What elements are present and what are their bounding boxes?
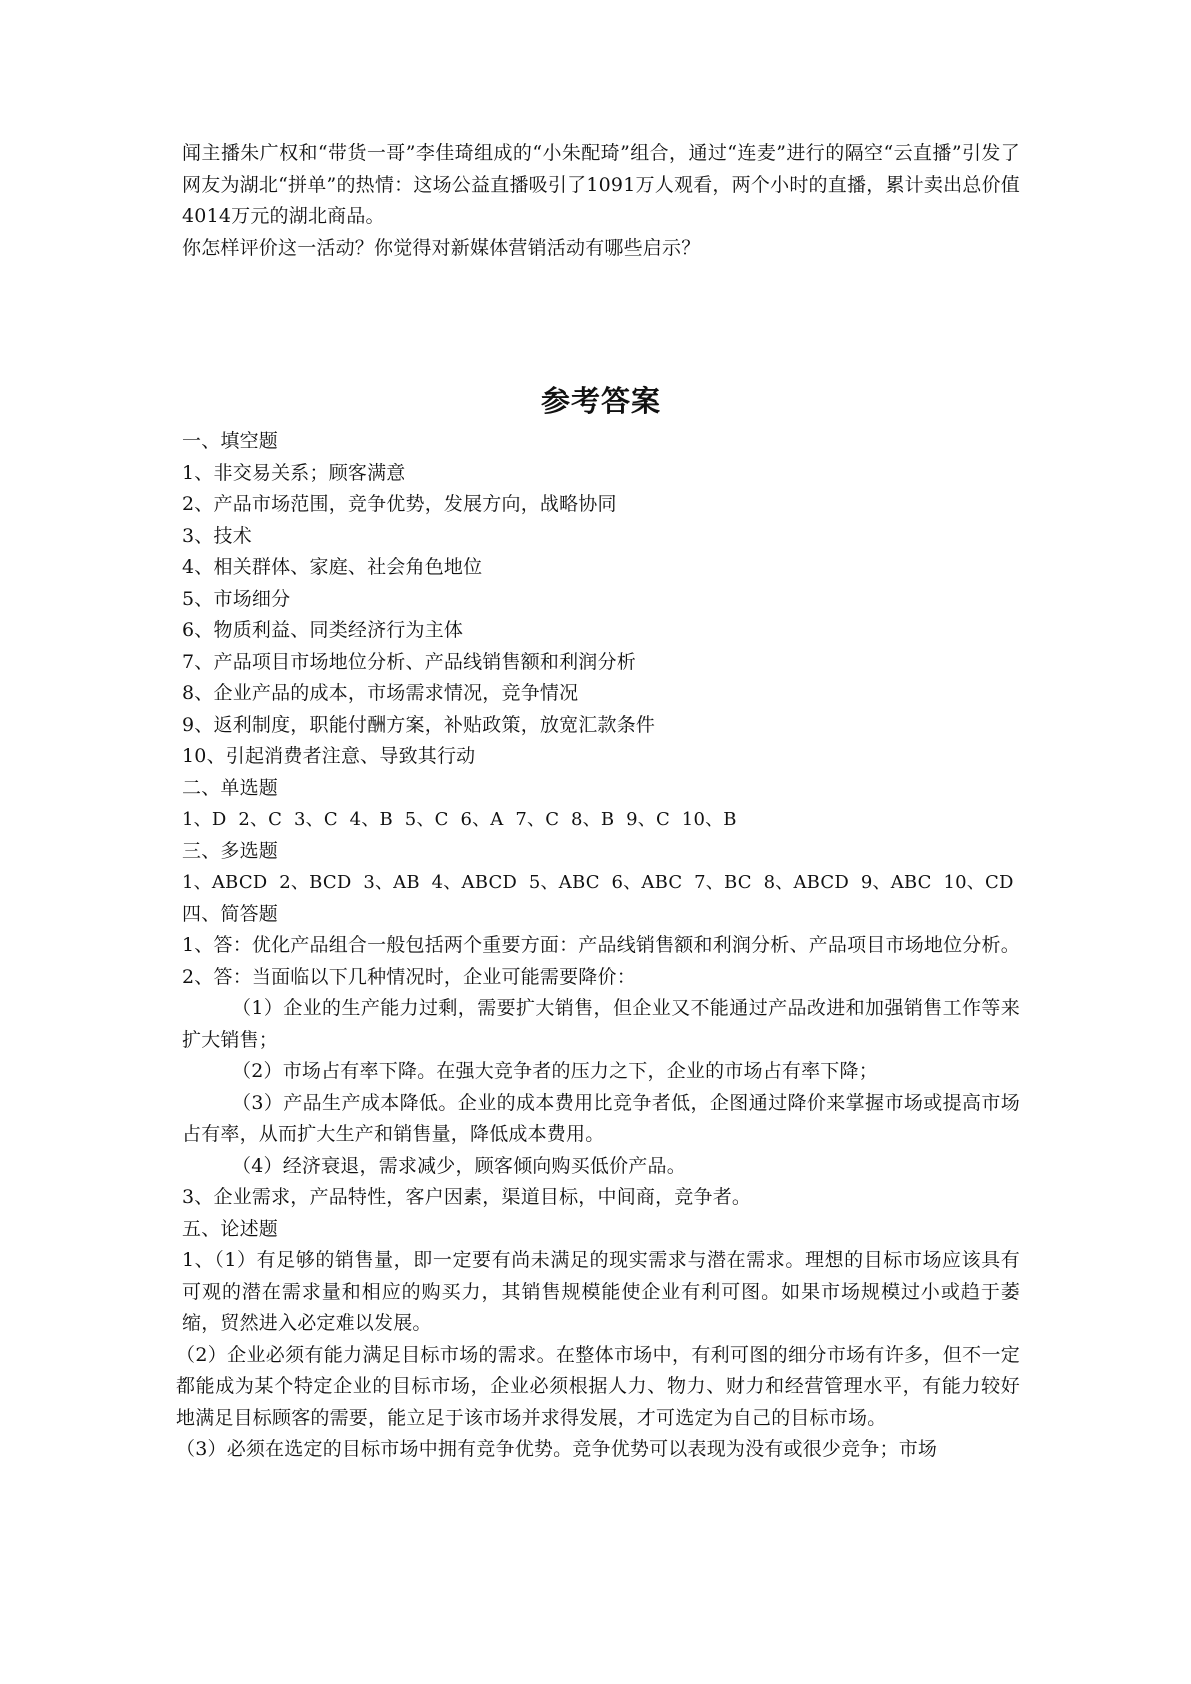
essay-paragraph: （2）企业必须有能力满足目标市场的需求。在整体市场中，有利可图的细分市场有许多，但不一定都能成为某个特定企业的目标市场，企业必须根据人力、物力、财力和经营管理水平，有能力较好地满足目标顾客的需要，能立足于该市场并求得发展，才可选定为自己的目标市场。 [176, 1343, 1020, 1429]
answers-title: 参考答案 [540, 384, 661, 418]
essay-paragraph: （3）必须在选定的目标市场中拥有竞争优势。竞争优势可以表现为没有或很少竞争；市场 [176, 1438, 938, 1460]
essay-paragraph: 1、（1）有足够的销售量，即一定要有尚未满足的现实需求与潜在需求。理想的目标市场应该具有可观的潜在需求量和相应的购买力，其销售规模能使企业有利可图。如果市场规模过小或趋于萎缩，贸然进入必定难以发展。 [182, 1249, 1020, 1334]
short-answer-q2-point: （3）产品生产成本降低。企业的成本费用比竞争者低，企图通过降价来掌握市场或提高市场占有率，从而扩大生产和销售量，降低成本费用。 [182, 1091, 1020, 1145]
single-choice-answers: 1、D 2、C 3、C 4、B 5、C 6、A 7、C 8、B 9、C 10、B [182, 809, 737, 830]
short-answer-q2-point: （4）经济衰退，需求减少，顾客倾向购买低价产品。 [232, 1154, 686, 1177]
short-answer-q3: 3、企业需求，产品特性，客户因素，渠道目标，中间商，竞争者。 [182, 1186, 752, 1208]
fill-blank-item: 9、返利制度，职能付酬方案，补贴政策，放宽汇款条件 [182, 713, 656, 736]
short-answer-q2-point: （2）市场占有率下降。在强大竞争者的压力之下，企业的市场占有率下降； [232, 1060, 878, 1082]
short-answer-q2-intro: 2、答：当面临以下几种情况时，企业可能需要降价： [182, 965, 636, 988]
fill-blank-item: 2、产品市场范围，竞争优势，发展方向，战略协同 [182, 493, 617, 515]
intro-paragraph: 闻主播朱广权和“带货一哥”李佳琦组成的“小朱配琦”组合，通过“连麦”进行的隔空“云直播”引发了网友为湖北“拼单”的热情：这场公益直播吸引了1091万人观看，两个小时的直播，累计卖出总价值4014万元的湖北商品。 [182, 142, 1020, 227]
document-content [176, 138, 1020, 1466]
intro-question: 你怎样评价这一活动？你觉得对新媒体营销活动有哪些启示？ [182, 236, 701, 259]
multiple-choice-answers: 1、ABCD 2、BCD 3、AB 4、ABCD 5、ABC 6、ABC 7、BC 8、ABCD 9、ABC 10、CD [182, 872, 1014, 893]
fill-blank-item: 5、市场细分 [182, 587, 291, 610]
fill-blank-item: 7、产品项目市场地位分析、产品线销售额和利润分析 [182, 650, 636, 673]
fill-blank-item: 4、相关群体、家庭、社会角色地位 [182, 556, 483, 578]
fill-blank-item: 8、企业产品的成本，市场需求情况，竞争情况 [182, 682, 579, 704]
fill-blank-item: 1、非交易关系；顾客满意 [182, 461, 406, 484]
single-choice-heading: 二、单选题 [182, 776, 279, 799]
short-answer-q2-point: （1）企业的生产能力过剩，需要扩大销售，但企业又不能通过产品改进和加强销售工作等来扩大销售； [182, 997, 1020, 1051]
fill-blank-heading: 一、填空题 [182, 430, 279, 452]
short-answer-heading: 四、简答题 [182, 902, 279, 925]
fill-blank-item: 6、物质利益、同类经济行为主体 [182, 619, 464, 641]
multiple-choice-heading: 三、多选题 [182, 839, 279, 862]
fill-blank-item: 10、引起消费者注意、导致其行动 [182, 745, 476, 767]
fill-blank-item: 3、技术 [182, 524, 252, 547]
essay-heading: 五、论述题 [182, 1217, 279, 1240]
short-answer-q1: 1、答：优化产品组合一般包括两个重要方面：产品线销售额和利润分析、产品项目市场地位分析。 [182, 934, 1020, 956]
section-spacer [182, 264, 1020, 377]
